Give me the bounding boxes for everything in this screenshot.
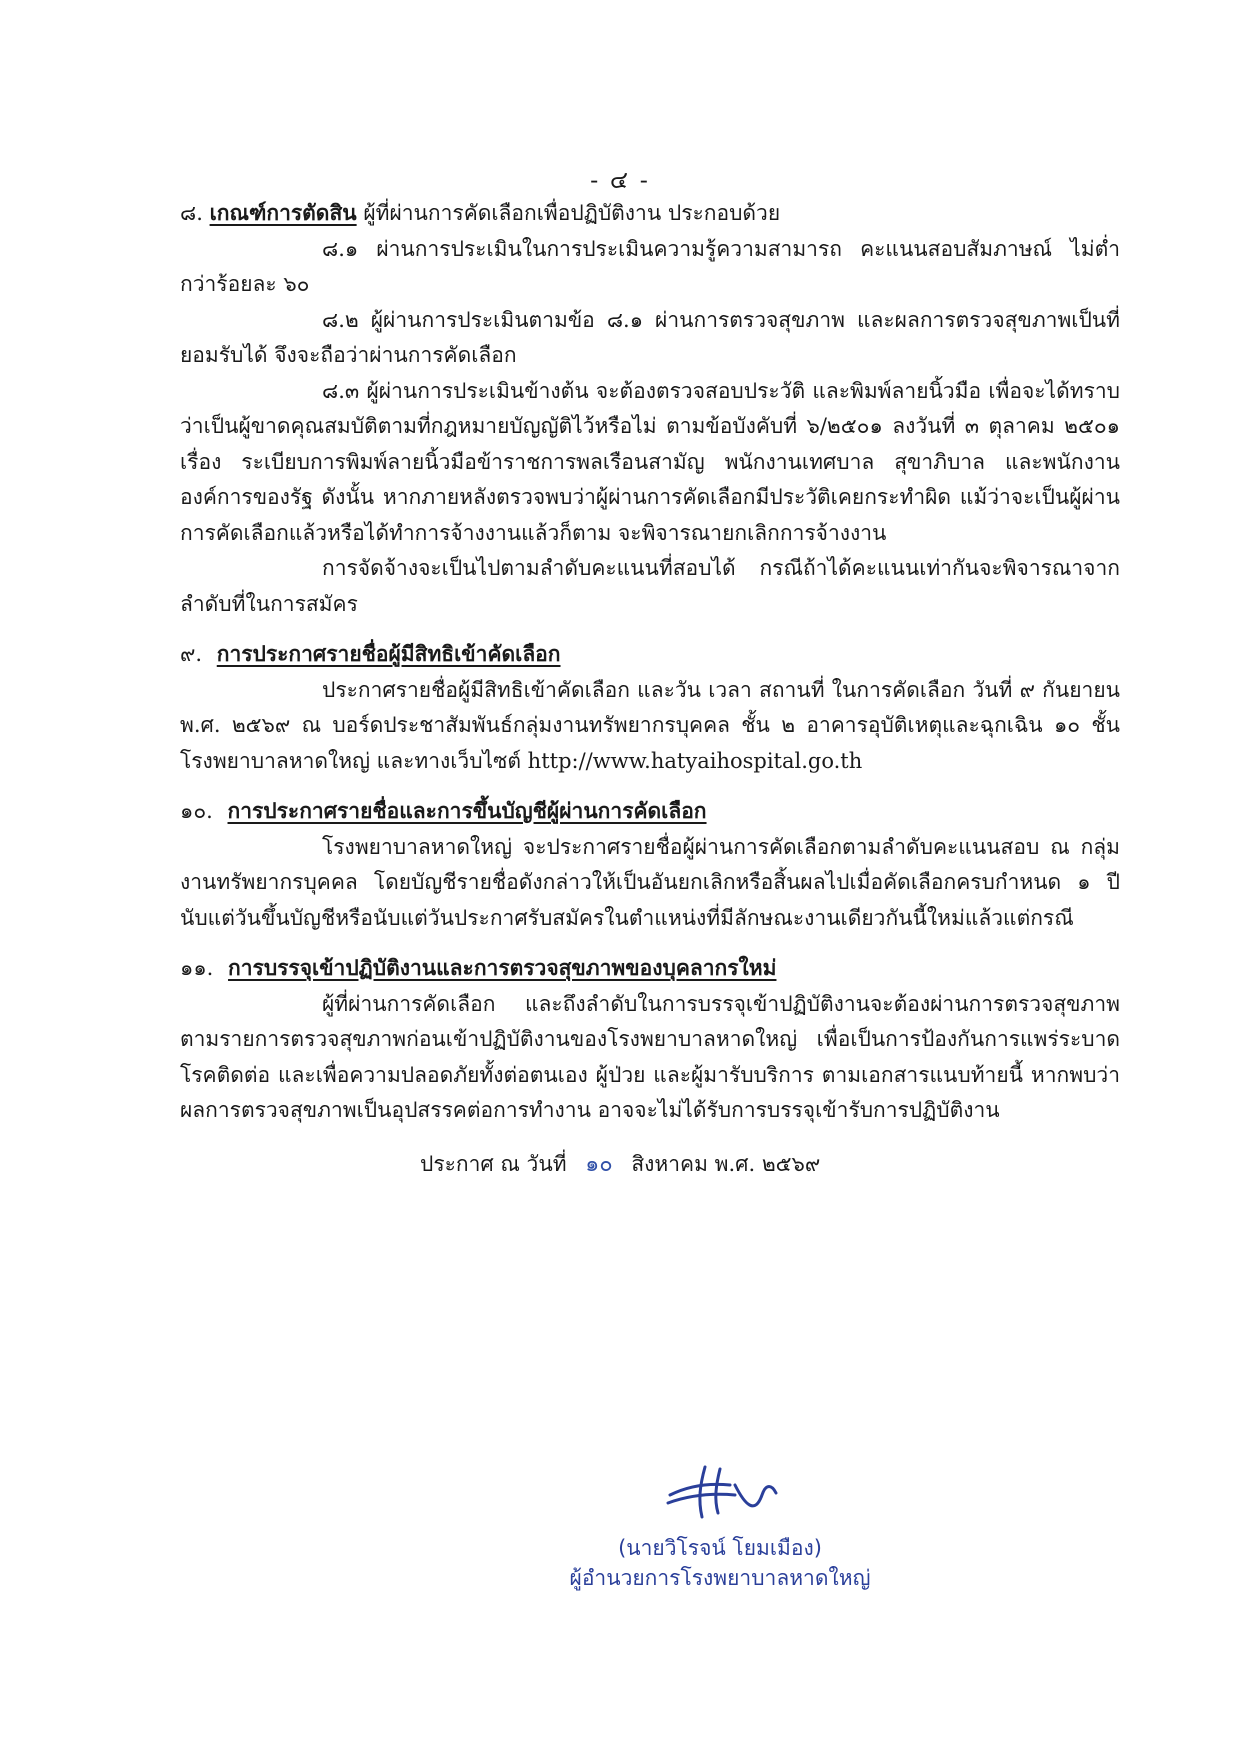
section-11-title: การบรรจุเข้าปฏิบัติงานและการตรวจสุขภาพของบุคลากรใหม่	[228, 955, 777, 980]
section-8-2: ๘.๒ ผู้ผ่านการประเมินตามข้อ ๘.๑ ผ่านการตรวจสุขภาพ และผลการตรวจสุขภาพเป็นที่ยอมรับได้ จึงจะถือว่าผ่านการคัดเลือก	[180, 307, 1120, 367]
section-11-number: ๑๑.	[180, 956, 214, 980]
announcement-day: ๑๐	[585, 1151, 613, 1177]
section-10-title: การประกาศรายชื่อและการขึ้นบัญชีผู้ผ่านการคัดเลือก	[227, 798, 707, 823]
announcement-prefix: ประกาศ ณ วันที่	[420, 1151, 567, 1176]
announcement-line	[180, 1147, 1120, 1183]
section-8-heading	[180, 195, 1120, 232]
section-8-3: ๘.๓ ผู้ผ่านการประเมินข้างต้น จะต้องตรวจสอบประวัติ และพิมพ์ลายนิ้วมือ เพื่อจะได้ทราบว่าเป็นผู้ขาดคุณสมบัติตามที่กฎหมายบัญญัติไว้หรือไม่ ตามข้อบังคับที่ ๖/๒๕๐๑ ลงวันที่ ๓ ตุลาคม ๒๕๐๑ เรื่อง ระเบียบการพิมพ์ลายนิ้วมือข้าราชการพลเรือนสามัญ พนักงานเทศบาล สุขาภิบาล และพนักงานองค์การของรัฐ ดังนั้น หากภายหลังตรวจพบว่าผู้ผ่านการคัดเลือกมีประวัติเคยกระทำผิด แม้ว่าจะเป็นผู้ผ่านการคัดเลือกแล้วหรือได้ทำการจ้างงานแล้วก็ตาม จะพิจารณายกเลิกการจ้างงาน	[180, 378, 1120, 545]
section-8-4: การจัดจ้างจะเป็นไปตามลำดับคะแนนที่สอบได้ กรณีถ้าได้คะแนนเท่ากันจะพิจารณาจากลำดับที่ในการสมัคร	[180, 556, 1120, 616]
document-body	[180, 195, 1120, 1182]
signatory-name: (นายวิโรจน์ โยมเมือง)	[618, 1536, 822, 1560]
section-9-number: ๙.	[180, 642, 203, 666]
section-8-1: ๘.๑ ผ่านการประเมินในการประเมินความรู้ความสามารถ คะแนนสอบสัมภาษณ์ ไม่ต่ำกว่าร้อยละ ๖๐	[180, 236, 1120, 296]
section-9-title: การประกาศรายชื่อผู้มีสิทธิเข้าคัดเลือก	[216, 641, 561, 666]
handwritten-signature-icon	[650, 1455, 790, 1525]
section-9-heading	[180, 636, 1120, 673]
section-10-body: โรงพยาบาลหาดใหญ่ จะประกาศรายชื่อผู้ผ่านการคัดเลือกตามลำดับคะแนนสอบ ณ กลุ่มงานทรัพยากรบุคคล โดยบัญชีรายชื่อดังกล่าวให้เป็นอันยกเลิกหรือสิ้นผลไปเมื่อคัดเลือกครบกำหนด ๑ ปี นับแต่วันขึ้นบัญชีหรือนับแต่วันประกาศรับสมัครในตำแหน่งที่มีลักษณะงานเดียวกันนี้ใหม่แล้วแต่กรณี	[180, 834, 1120, 930]
section-8-title: เกณฑ์การตัดสิน	[209, 200, 357, 225]
section-9-body: ประกาศรายชื่อผู้มีสิทธิเข้าคัดเลือก และวัน เวลา สถานที่ ในการคัดเลือก วันที่ ๙ กันยายน พ.ศ. ๒๕๖๙ ณ บอร์ดประชาสัมพันธ์กลุ่มงานทรัพยากรบุคคล ชั้น ๒ อาคารอุบัติเหตุและฉุกเฉิน ๑๐ ชั้น โรงพยาบาลหาดใหญ่ และทางเว็บไซต์ http://www.hatyaihospital.go.th	[180, 677, 1120, 773]
section-10-number: ๑๐.	[180, 799, 213, 823]
signature-block	[520, 1455, 920, 1593]
signatory-position: ผู้อำนวยการโรงพยาบาลหาดใหญ่	[569, 1566, 871, 1590]
section-11-body: ผู้ที่ผ่านการคัดเลือก และถึงลำดับในการบรรจุเข้าปฏิบัติงานจะต้องผ่านการตรวจสุขภาพตามรายการตรวจสุขภาพก่อนเข้าปฏิบัติงานของโรงพยาบาลหาดใหญ่ เพื่อเป็นการป้องกันการแพร่ระบาดโรคติดต่อ และเพื่อความปลอดภัยทั้งต่อตนเอง ผู้ป่วย และผู้มารับบริการ ตามเอกสารแนบท้ายนี้ หากพบว่าผลการตรวจสุขภาพเป็นอุปสรรคต่อการทำงาน อาจจะไม่ได้รับการบรรจุเข้ารับการปฏิบัติงาน	[180, 991, 1120, 1122]
section-11-heading	[180, 950, 1120, 987]
section-8-intro: ผู้ที่ผ่านการคัดเลือกเพื่อปฏิบัติงาน ประกอบด้วย	[363, 201, 781, 225]
page-number: - ๔ -	[590, 166, 650, 194]
section-8-number: ๘.	[180, 201, 203, 225]
section-10-heading	[180, 793, 1120, 830]
announcement-suffix: สิงหาคม พ.ศ. ๒๕๖๙	[631, 1151, 821, 1176]
